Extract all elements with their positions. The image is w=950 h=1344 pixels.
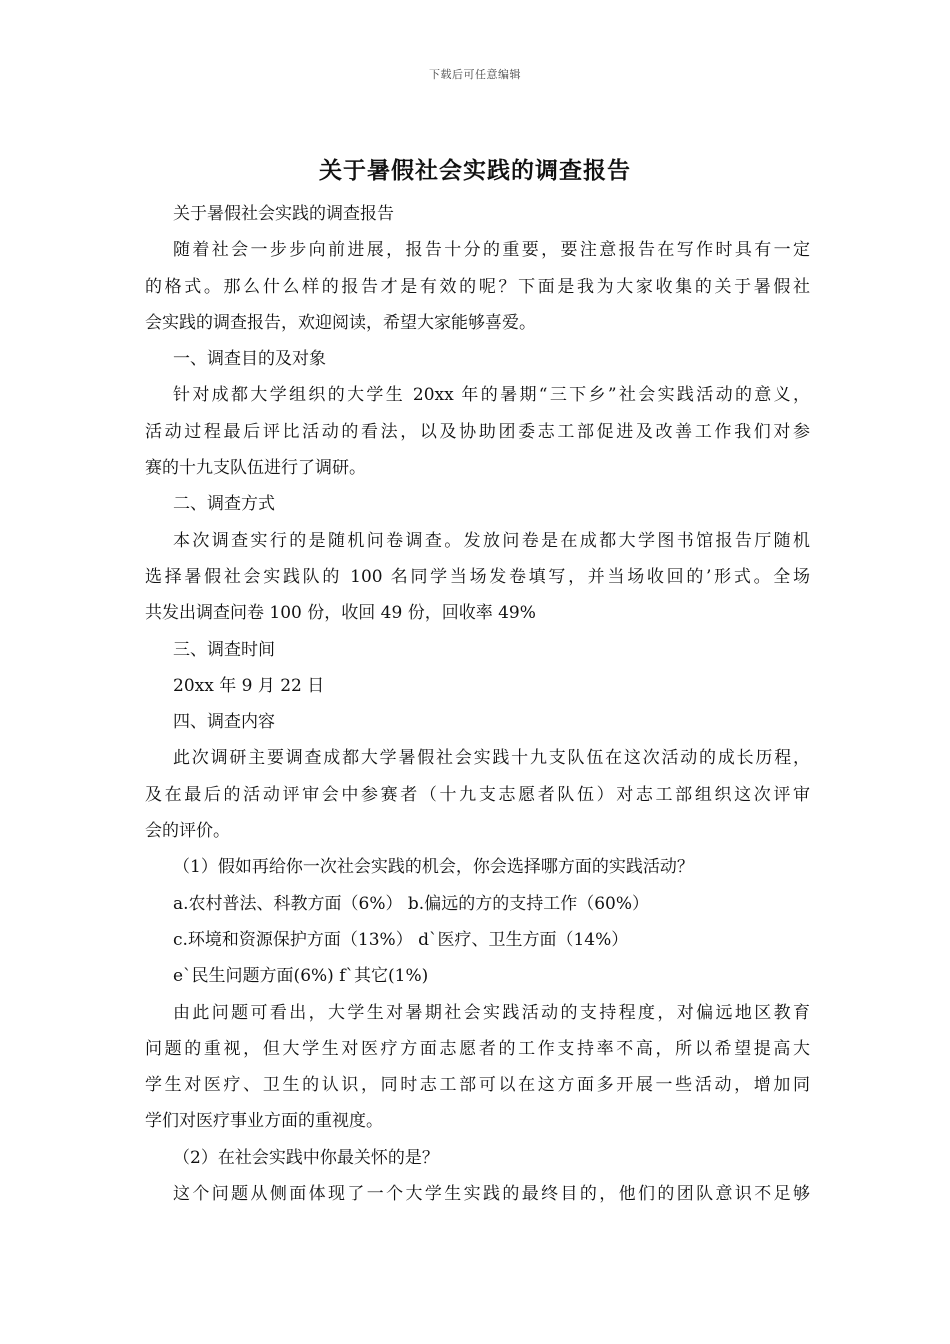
text-line: 赛的十九支队伍进行了调研。 bbox=[145, 458, 366, 479]
document-body bbox=[145, 196, 810, 1212]
text-line: 随着社会一步步向前进展，报告十分的重要，要注意报告在写作时具有一定 bbox=[173, 240, 810, 261]
text-line: a.农村普法、科教方面（6%） b.偏远的方的支持工作（60%） bbox=[173, 893, 649, 914]
text-line: 针对成都大学组织的大学生 20xx 年的暑期“三下乡”社会实践活动的意义， bbox=[173, 385, 810, 406]
text-line: 及在最后的活动评审会中参赛者（十九支志愿者队伍）对志工部组织这次评审 bbox=[145, 784, 810, 805]
text-line: c.环境和资源保护方面（13%） d`医疗、卫生方面（14%） bbox=[173, 929, 629, 950]
document-title: 关于暑假社会实践的调查报告 bbox=[319, 157, 631, 184]
text-line: e`民生问题方面(6%) f`其它(1%) bbox=[173, 966, 429, 987]
header-note: 下载后可任意编辑 bbox=[429, 68, 521, 81]
text-line: 的格式。那么什么样的报告才是有效的呢？下面是我为大家收集的关于暑假社 bbox=[145, 276, 810, 297]
text-line: 这个问题从侧面体现了一个大学生实践的最终目的，他们的团队意识不足够 bbox=[173, 1184, 810, 1205]
text-line: 20xx 年 9 月 22 日 bbox=[173, 675, 325, 696]
text-line: （1）假如再给你一次社会实践的机会，你会选择哪方面的实践活动？ bbox=[173, 857, 694, 878]
text-line: 关于暑假社会实践的调查报告 bbox=[173, 204, 394, 224]
text-line: 选择暑假社会实践队的 100 名同学当场发卷填写，并当场收回的’形式。全场 bbox=[145, 566, 810, 587]
text-line: 三、调查时间 bbox=[173, 639, 275, 660]
text-line: 会实践的调查报告，欢迎阅读，希望大家能够喜爱。 bbox=[145, 312, 536, 333]
text-line: 四、调查内容 bbox=[173, 712, 275, 733]
text-line: 学们对医疗事业方面的重视度。 bbox=[145, 1111, 383, 1132]
text-line: 问题的重视，但大学生对医疗方面志愿者的工作支持率不高，所以希望提高大 bbox=[145, 1038, 810, 1059]
text-line: 此次调研主要调查成都大学暑假社会实践十九支队伍在这次活动的成长历程， bbox=[173, 748, 810, 769]
text-line: 活动过程最后评比活动的看法，以及协助团委志工部促进及改善工作我们对参 bbox=[145, 421, 810, 442]
text-line: 本次调查实行的是随机问卷调查。发放问卷是在成都大学图书馆报告厅随机 bbox=[173, 530, 810, 551]
text-line: 学生对医疗、卫生的认识，同时志工部可以在这方面多开展一些活动，增加同 bbox=[145, 1075, 810, 1096]
text-line: 会的评价。 bbox=[145, 821, 230, 842]
text-line: 由此问题可看出，大学生对暑期社会实践活动的支持程度，对偏远地区教育 bbox=[173, 1002, 810, 1023]
text-line: 二、调查方式 bbox=[173, 494, 275, 515]
text-line: （2）在社会实践中你最关怀的是？ bbox=[173, 1147, 439, 1168]
text-line: 共发出调查问卷 100 份，收回 49 份，回收率 49% bbox=[145, 603, 536, 624]
text-line: 一、调查目的及对象 bbox=[173, 349, 326, 370]
